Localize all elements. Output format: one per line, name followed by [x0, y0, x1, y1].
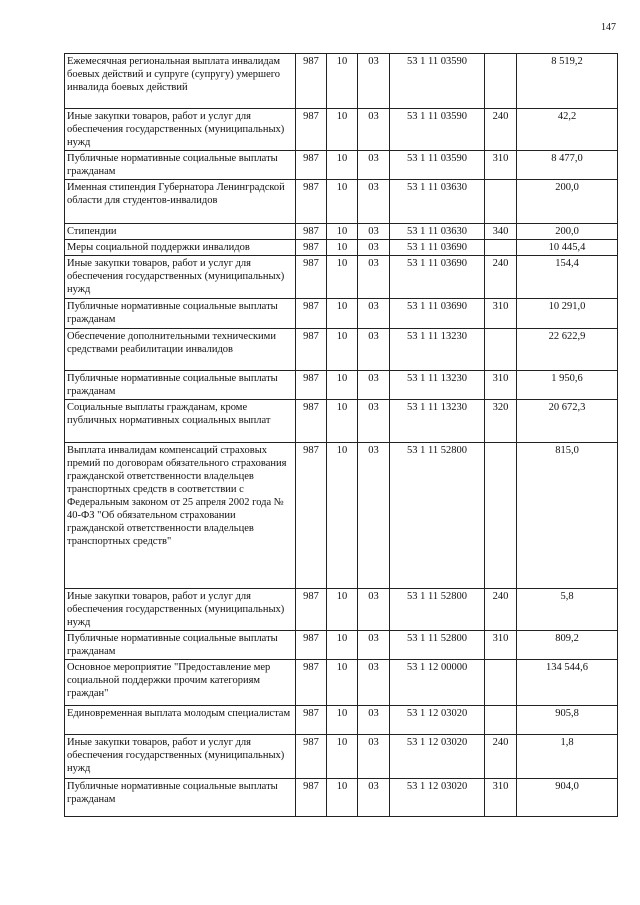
row-amount: 8 477,0: [517, 151, 618, 180]
row-name: Социальные выплаты гражданам, кроме публичных нормативных социальных выплат: [65, 400, 296, 443]
table-row: [65, 224, 618, 240]
row-expense-type: 320: [485, 400, 517, 443]
row-target-article: 53 1 11 52800: [390, 443, 485, 589]
row-name: Стипендии: [65, 224, 296, 240]
row-section: 10: [327, 443, 358, 589]
row-target-article: 53 1 12 03020: [390, 735, 485, 779]
row-amount: 5,8: [517, 589, 618, 631]
row-amount: 905,8: [517, 706, 618, 735]
row-amount: 815,0: [517, 443, 618, 589]
row-expense-type: [485, 180, 517, 224]
row-target-article: 53 1 11 13230: [390, 371, 485, 400]
row-grbs: 987: [296, 400, 327, 443]
row-name: Публичные нормативные социальные выплаты гражданам: [65, 299, 296, 329]
table-row: [65, 371, 618, 400]
row-target-article: 53 1 11 03590: [390, 151, 485, 180]
table-row: [65, 299, 618, 329]
row-expense-type: [485, 706, 517, 735]
row-target-article: 53 1 12 00000: [390, 660, 485, 706]
row-name: Публичные нормативные социальные выплаты гражданам: [65, 151, 296, 180]
row-subsection: 03: [358, 735, 390, 779]
row-target-article: 53 1 11 03630: [390, 224, 485, 240]
row-expense-type: 310: [485, 299, 517, 329]
row-subsection: 03: [358, 54, 390, 109]
row-subsection: 03: [358, 224, 390, 240]
row-name: Публичные нормативные социальные выплаты гражданам: [65, 779, 296, 817]
table-row: [65, 240, 618, 256]
row-expense-type: [485, 240, 517, 256]
row-amount: 904,0: [517, 779, 618, 817]
row-expense-type: 240: [485, 256, 517, 299]
row-section: 10: [327, 151, 358, 180]
row-name: Выплата инвалидам компенсаций страховых премий по договорам обязательного страхования гражданской ответственности владельцев транспортных средств в соответствии с Федеральным законом от 25 апреля 2002 года № 40-ФЗ "Об обязательном страховании гражданской ответственности владельцев транспортных средств": [65, 443, 296, 589]
row-amount: 10 445,4: [517, 240, 618, 256]
row-section: 10: [327, 400, 358, 443]
row-amount: 1 950,6: [517, 371, 618, 400]
row-amount: 134 544,6: [517, 660, 618, 706]
row-section: 10: [327, 660, 358, 706]
row-expense-type: 240: [485, 589, 517, 631]
row-subsection: 03: [358, 706, 390, 735]
row-target-article: 53 1 11 03690: [390, 256, 485, 299]
row-subsection: 03: [358, 180, 390, 224]
row-amount: 200,0: [517, 224, 618, 240]
row-section: 10: [327, 256, 358, 299]
row-grbs: 987: [296, 299, 327, 329]
row-name: Основное мероприятие "Предоставление мер социальной поддержки прочим категориям граждан": [65, 660, 296, 706]
row-expense-type: [485, 443, 517, 589]
row-grbs: 987: [296, 631, 327, 660]
row-grbs: 987: [296, 779, 327, 817]
row-amount: 22 622,9: [517, 329, 618, 371]
row-section: 10: [327, 299, 358, 329]
row-grbs: 987: [296, 589, 327, 631]
row-section: 10: [327, 224, 358, 240]
row-target-article: 53 1 11 52800: [390, 631, 485, 660]
row-subsection: 03: [358, 240, 390, 256]
row-name: Ежемесячная региональная выплата инвалидам боевых действий и супруге (супругу) умершего инвалида боевых действий: [65, 54, 296, 109]
row-grbs: 987: [296, 660, 327, 706]
row-amount: 10 291,0: [517, 299, 618, 329]
row-amount: 154,4: [517, 256, 618, 299]
row-name: Обеспечение дополнительными техническими средствами реабилитации инвалидов: [65, 329, 296, 371]
row-section: 10: [327, 631, 358, 660]
row-amount: 200,0: [517, 180, 618, 224]
row-subsection: 03: [358, 109, 390, 151]
row-expense-type: 240: [485, 109, 517, 151]
table-row: [65, 660, 618, 706]
row-section: 10: [327, 735, 358, 779]
row-subsection: 03: [358, 400, 390, 443]
row-grbs: 987: [296, 240, 327, 256]
row-section: 10: [327, 109, 358, 151]
table-row: [65, 151, 618, 180]
row-expense-type: 310: [485, 151, 517, 180]
table-row: [65, 256, 618, 299]
row-section: 10: [327, 54, 358, 109]
row-grbs: 987: [296, 443, 327, 589]
table-row: [65, 180, 618, 224]
row-grbs: 987: [296, 224, 327, 240]
row-target-article: 53 1 11 13230: [390, 329, 485, 371]
row-grbs: 987: [296, 706, 327, 735]
row-target-article: 53 1 11 03590: [390, 54, 485, 109]
row-name: Публичные нормативные социальные выплаты гражданам: [65, 631, 296, 660]
row-amount: 20 672,3: [517, 400, 618, 443]
row-expense-type: [485, 54, 517, 109]
row-grbs: 987: [296, 329, 327, 371]
row-grbs: 987: [296, 371, 327, 400]
row-section: 10: [327, 371, 358, 400]
row-name: Иные закупки товаров, работ и услуг для обеспечения государственных (муниципальных) нужд: [65, 109, 296, 151]
row-name: Иные закупки товаров, работ и услуг для обеспечения государственных (муниципальных) нужд: [65, 589, 296, 631]
table-row: [65, 735, 618, 779]
row-grbs: 987: [296, 256, 327, 299]
budget-table: [64, 53, 618, 817]
table-row: [65, 329, 618, 371]
row-section: 10: [327, 779, 358, 817]
row-amount: 42,2: [517, 109, 618, 151]
row-grbs: 987: [296, 151, 327, 180]
row-target-article: 53 1 11 03630: [390, 180, 485, 224]
row-target-article: 53 1 11 13230: [390, 400, 485, 443]
row-target-article: 53 1 11 03690: [390, 240, 485, 256]
row-amount: 809,2: [517, 631, 618, 660]
table-row: [65, 589, 618, 631]
row-name: Иные закупки товаров, работ и услуг для обеспечения государственных (муниципальных) нужд: [65, 256, 296, 299]
row-amount: 8 519,2: [517, 54, 618, 109]
table-row: [65, 400, 618, 443]
row-grbs: 987: [296, 180, 327, 224]
row-section: 10: [327, 180, 358, 224]
row-target-article: 53 1 11 03690: [390, 299, 485, 329]
table-row: [65, 109, 618, 151]
row-expense-type: 310: [485, 371, 517, 400]
row-name: Именная стипендия Губернатора Ленинградской области для студентов-инвалидов: [65, 180, 296, 224]
page-number: 147: [601, 22, 616, 33]
table-row: [65, 631, 618, 660]
row-expense-type: 240: [485, 735, 517, 779]
row-name: Меры социальной поддержки инвалидов: [65, 240, 296, 256]
row-subsection: 03: [358, 256, 390, 299]
row-expense-type: 310: [485, 631, 517, 660]
row-section: 10: [327, 706, 358, 735]
row-section: 10: [327, 240, 358, 256]
row-amount: 1,8: [517, 735, 618, 779]
row-target-article: 53 1 12 03020: [390, 706, 485, 735]
row-subsection: 03: [358, 443, 390, 589]
row-name: Единовременная выплата молодым специалистам: [65, 706, 296, 735]
row-expense-type: 340: [485, 224, 517, 240]
row-expense-type: 310: [485, 779, 517, 817]
table-row: [65, 54, 618, 109]
row-subsection: 03: [358, 589, 390, 631]
row-subsection: 03: [358, 371, 390, 400]
row-expense-type: [485, 660, 517, 706]
row-section: 10: [327, 589, 358, 631]
row-grbs: 987: [296, 54, 327, 109]
row-target-article: 53 1 11 52800: [390, 589, 485, 631]
row-grbs: 987: [296, 109, 327, 151]
table-row: [65, 443, 618, 589]
row-subsection: 03: [358, 299, 390, 329]
row-target-article: 53 1 11 03590: [390, 109, 485, 151]
row-subsection: 03: [358, 151, 390, 180]
row-subsection: 03: [358, 660, 390, 706]
row-subsection: 03: [358, 779, 390, 817]
row-section: 10: [327, 329, 358, 371]
table-row: [65, 706, 618, 735]
row-subsection: 03: [358, 329, 390, 371]
row-grbs: 987: [296, 735, 327, 779]
table-row: [65, 779, 618, 817]
row-target-article: 53 1 12 03020: [390, 779, 485, 817]
row-subsection: 03: [358, 631, 390, 660]
row-name: Иные закупки товаров, работ и услуг для обеспечения государственных (муниципальных) нужд: [65, 735, 296, 779]
row-expense-type: [485, 329, 517, 371]
row-name: Публичные нормативные социальные выплаты гражданам: [65, 371, 296, 400]
